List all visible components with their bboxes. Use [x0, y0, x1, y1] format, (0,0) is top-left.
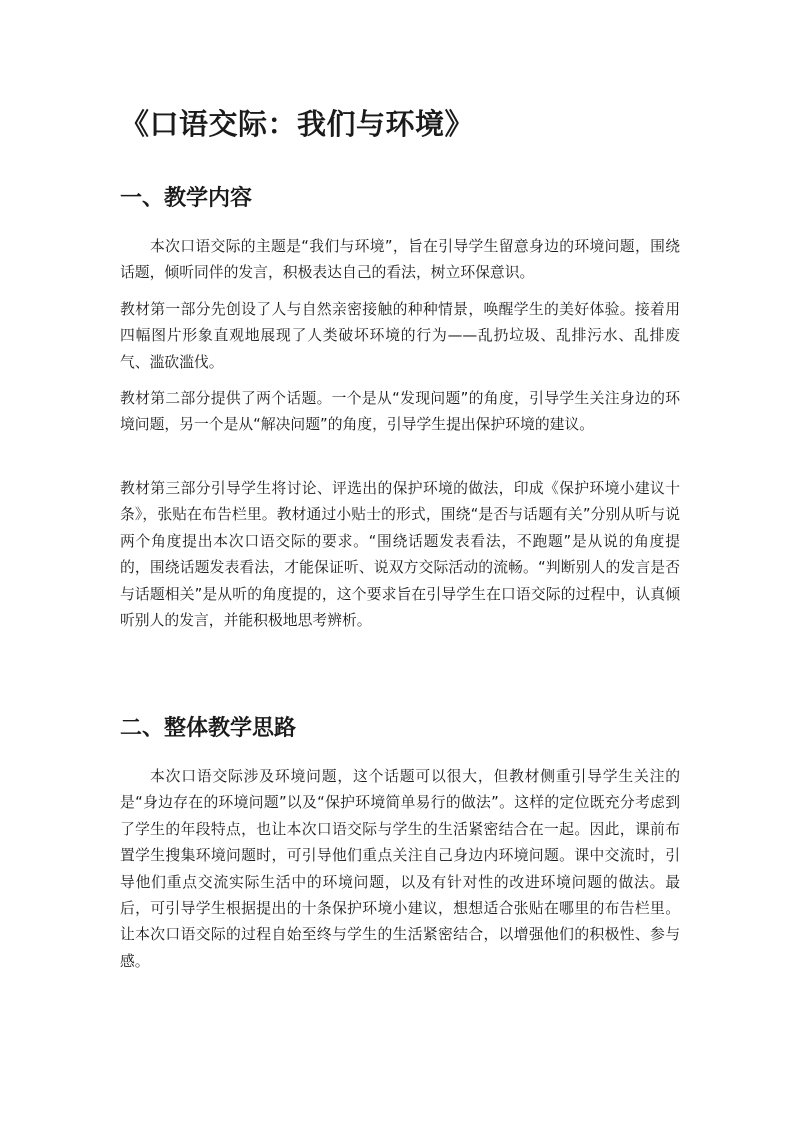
paragraph: 教材第二部分提供了两个话题。一个是从“发现问题”的角度，引导学生关注身边的环境问题，另一个是从“解决问题”的角度，引导学生提出保护环境的建议。	[120, 390, 680, 434]
section-heading-overall-approach: 二、整体教学思路	[120, 716, 297, 741]
paragraph: 教材第一部分先创设了人与自然亲密接触的种种情景，唤醒学生的美好体验。接着用四幅图片形象直观地展现了人类破坏环境的行为——乱扔垃圾、乱排污水、乱排废气、滥砍滥伐。	[120, 301, 680, 371]
paragraph: 本次口语交际涉及环境问题，这个话题可以很大，但教材侧重引导学生关注的是“身边存在的环境问题”以及“保护环境简单易行的做法”。这样的定位既充分考虑到了学生的年段特点，也让本次口语交际与学生的生活紧密结合在一起。因此，课前布置学生搜集环境问题时，可引导他们重点关注自己身边内环境问题。课中交流时，引导他们重点交流实际生活中的环境问题，以及有针对性的改进环境问题的做法。最后，可引导学生根据提出的十条保护环境小建议，想想适合张贴在哪里的布告栏里。让本次口语交际的过程自始至终与学生的生活紧密结合，以增强他们的积极性、参与感。	[120, 768, 680, 970]
document-title: 《口语交际：我们与环境》	[120, 107, 475, 141]
section-heading-teaching-content: 一、教学内容	[120, 186, 253, 211]
paragraph: 教材第三部分引导学生将讨论、评选出的保护环境的做法，印成《保护环境小建议十条》，张贴在布告栏里。教材通过小贴士的形式，围绕“是否与话题有关”分别从听与说两个角度提出本次口语交际的要求。“围绕话题发表看法，不跑题”是从说的角度提的，围绕话题发表看法，才能保证听、说双方交际活动的流畅。“判断别人的发言是否与话题相关”是从听的角度提的，这个要求旨在引导学生在口语交际的过程中，认真倾听别人的发言，并能积极地思考辨析。	[120, 480, 680, 630]
paragraph: 本次口语交际的主题是“我们与环境”，旨在引导学生留意身边的环境问题，围绕话题，倾听同伴的发言，积极表达自己的看法，树立环保意识。	[120, 238, 680, 282]
